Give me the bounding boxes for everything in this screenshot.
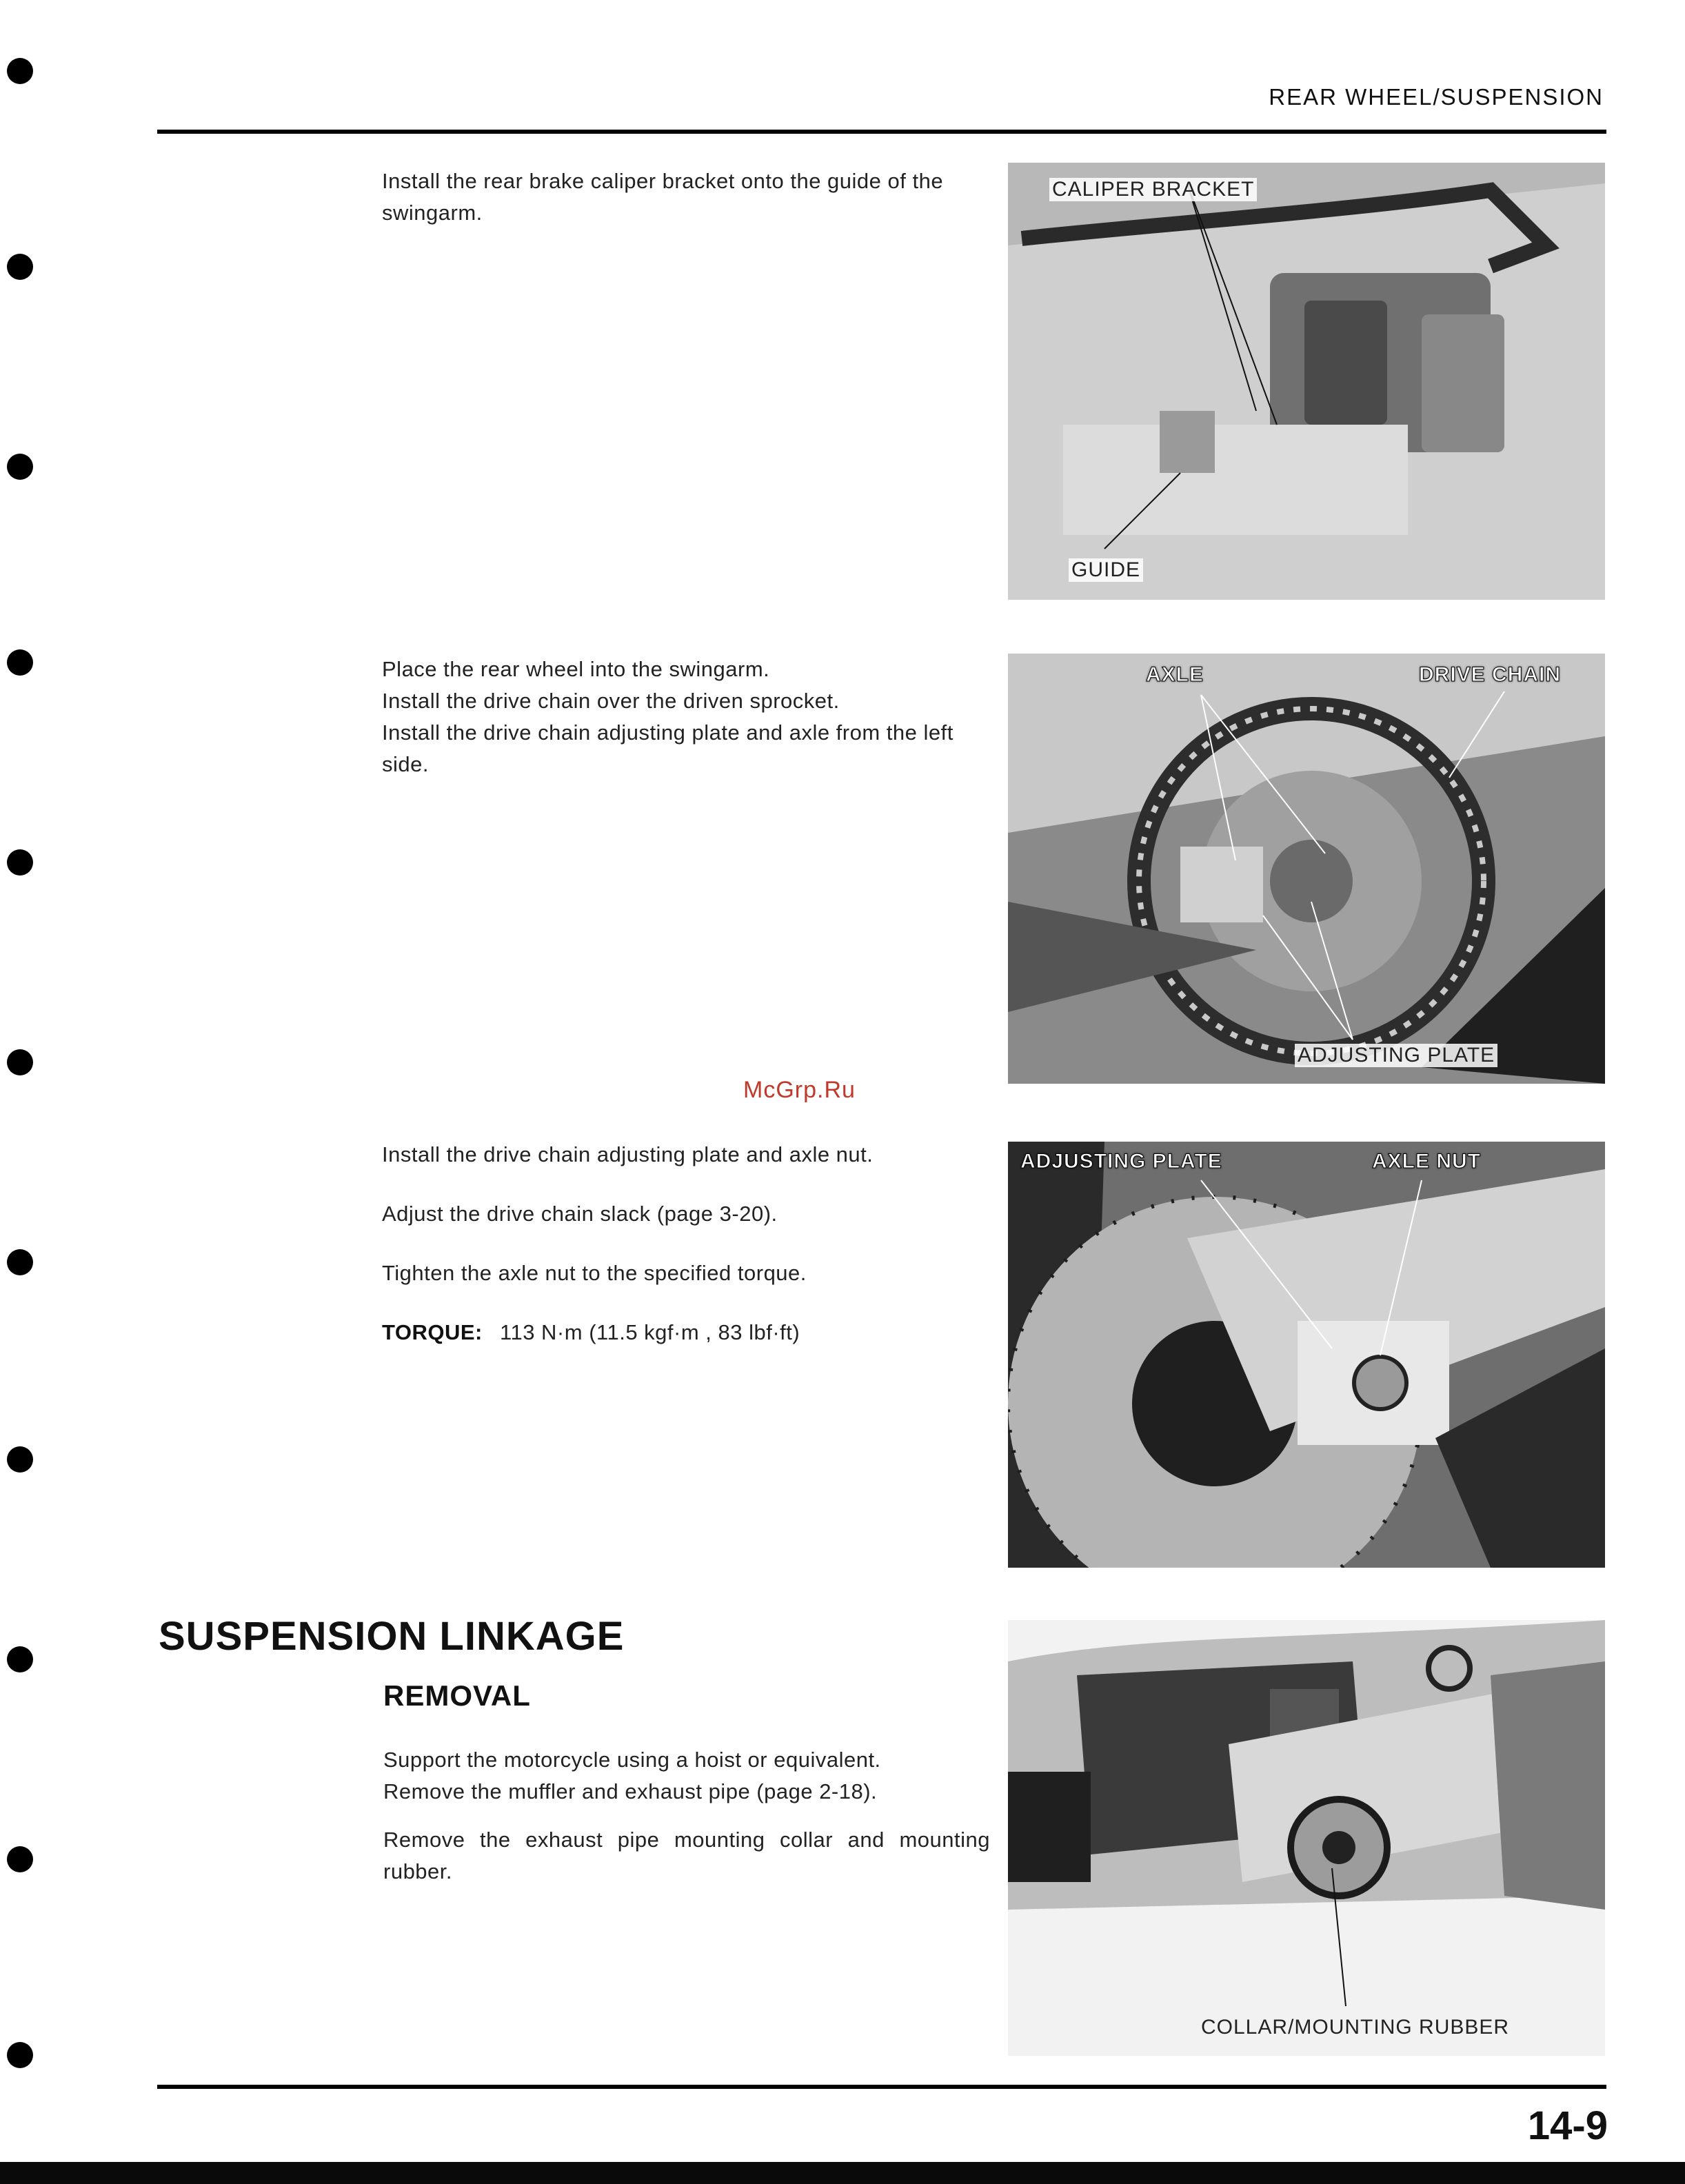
instruction-line: Install the drive chain over the driven sprocket. (382, 689, 840, 713)
section-title: REAR WHEEL/SUSPENSION (1269, 84, 1604, 110)
binding-hole-icon (7, 58, 33, 84)
photo-label-collar-mounting-rubber: COLLAR/MOUNTING RUBBER (1201, 2016, 1510, 2039)
subsection-heading: REMOVAL (383, 1679, 531, 1712)
torque-label: TORQUE: (382, 1320, 483, 1344)
section-heading: SUSPENSION LINKAGE (159, 1614, 625, 1659)
instruction-line: Remove the exhaust pipe mounting collar and mounting rubber. (383, 1828, 990, 1883)
instruction-text (382, 654, 989, 780)
binding-hole-icon (7, 849, 33, 876)
axle-nut-photo (1008, 1142, 1605, 1568)
binding-hole-icon (7, 454, 33, 480)
binding-hole-icon (7, 1846, 33, 1872)
binding-hole-icon (7, 254, 33, 280)
photo-label-drive-chain: DRIVE CHAIN (1419, 663, 1562, 686)
instruction-line: Adjust the drive chain slack (page 3-20). (382, 1202, 778, 1226)
binding-hole-icon (7, 1049, 33, 1075)
photo-label-adjusting-plate: ADJUSTING PLATE (1020, 1150, 1222, 1173)
instruction-line: Install the drive chain adjusting plate and axle nut. (382, 1142, 874, 1166)
binding-hole-icon (7, 2042, 33, 2068)
instruction-line: Support the motorcycle using a hoist or equivalent. (383, 1748, 881, 1772)
photo-label-axle-nut: AXLE NUT (1372, 1150, 1481, 1173)
binding-hole-icon (7, 1646, 33, 1672)
bottom-scan-edge (0, 2162, 1685, 2184)
photo-label-adjusting-plate: ADJUSTING PLATE (1295, 1044, 1497, 1067)
torque-value: 113 N·m (11.5 kgf·m , 83 lbf·ft) (500, 1320, 800, 1344)
instruction-text (383, 1744, 990, 1888)
axle-drive-chain-photo (1008, 654, 1605, 1084)
footer-rule (157, 2085, 1606, 2089)
binding-hole-icon (7, 1249, 33, 1275)
binding-hole-icon (7, 1446, 33, 1473)
instruction-text (382, 165, 989, 229)
binding-hole-icon (7, 649, 33, 676)
photo-label-caliper-bracket: CALIPER BRACKET (1049, 178, 1257, 201)
watermark: McGrp.Ru (743, 1077, 856, 1103)
collar-mounting-rubber-photo (1008, 1620, 1605, 2056)
instruction-line: Remove the muffler and exhaust pipe (page 2-18). (383, 1779, 878, 1803)
instruction-line: Install the rear brake caliper bracket onto the guide of the swingarm. (382, 169, 944, 225)
page-number: 14-9 (1527, 2103, 1608, 2148)
photo-label-guide: GUIDE (1069, 558, 1143, 582)
header-rule (157, 130, 1606, 134)
instruction-text (382, 1139, 989, 1348)
caliper-bracket-photo (1008, 163, 1605, 600)
instruction-line: Install the drive chain adjusting plate and axle from the left side. (382, 720, 954, 776)
instruction-line: Place the rear wheel into the swingarm. (382, 657, 770, 681)
instruction-line: Tighten the axle nut to the specified torque. (382, 1261, 807, 1285)
photo-label-axle: AXLE (1146, 663, 1204, 686)
torque-spec (382, 1317, 989, 1348)
